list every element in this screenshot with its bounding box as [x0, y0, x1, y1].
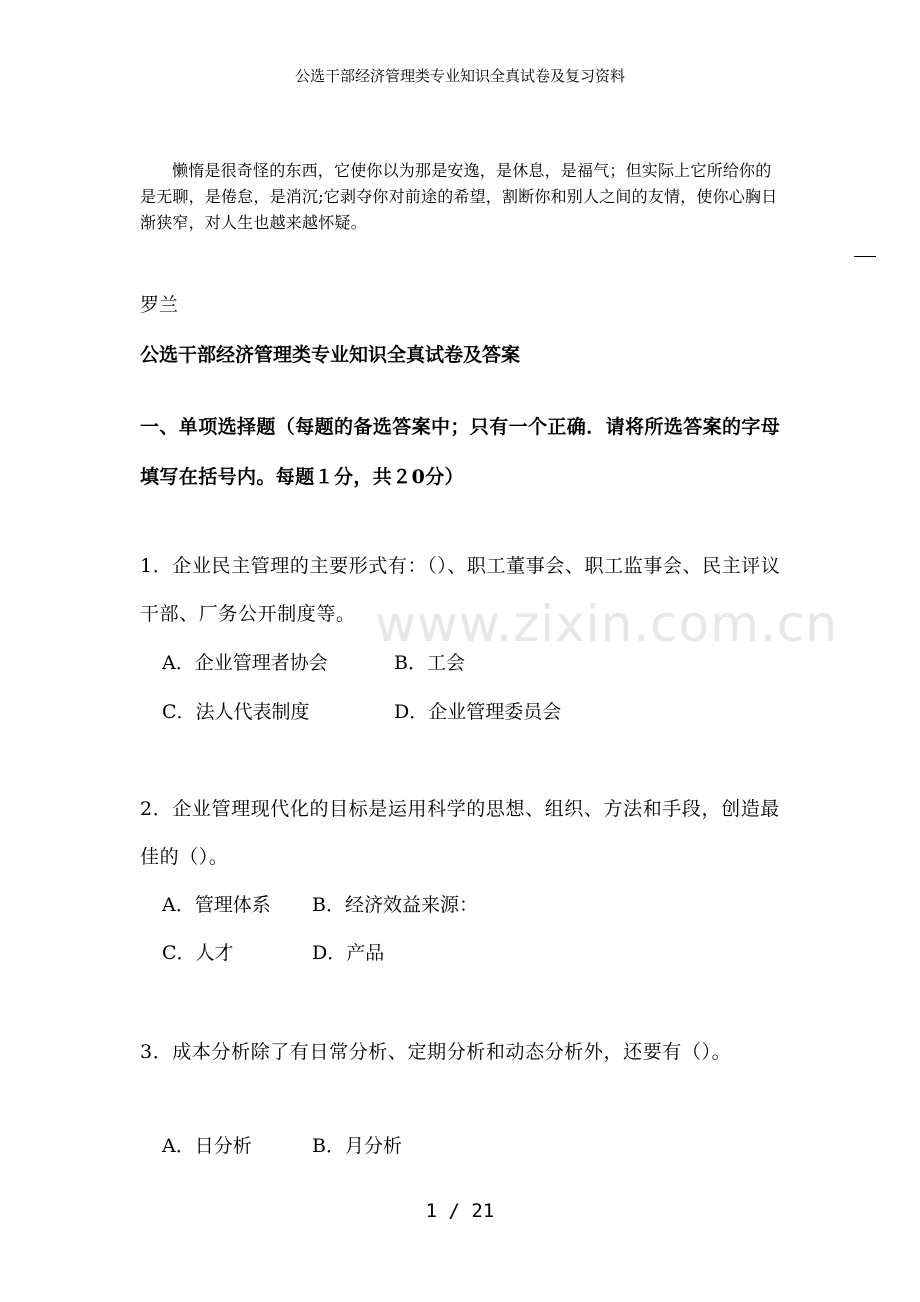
page-number: 1 / 21: [425, 1200, 495, 1222]
option-b: B．工会: [394, 652, 465, 674]
option-a: A．管理体系: [162, 894, 271, 916]
option-d: D．企业管理委员会: [394, 701, 562, 723]
question-1-options-row-2: [162, 697, 561, 727]
option-b: B．经济效益来源：: [312, 894, 478, 916]
watermark: www.zixin.com.cn: [375, 595, 839, 653]
motto-quote: [140, 158, 780, 236]
document-title: 公选干部经济管理类专业知识全真试卷及答案: [140, 344, 521, 366]
section-heading: 一、单项选择题（每题的备选答案中；只有一个正确．请将所选答案的字母填写在括号内。每题１分，共２0分）: [140, 416, 781, 488]
option-a: A．企业管理者协会: [162, 652, 328, 674]
question-3-options-row-1: [162, 1131, 402, 1161]
running-header: 公选干部经济管理类专业知识全真试卷及复习资料: [294, 67, 625, 85]
motto-text: 懒惰是很奇怪的东西，它使你以为那是安逸，是休息，是福气；但实际上它所给你的是无聊，是倦怠，是消沉;它剥夺你对前途的希望，割断你和别人之间的友情，使你心胸日渐狭窄，对人生也越来越怀疑。: [140, 161, 778, 232]
question-2: 2．企业管理现代化的目标是运用科学的思想、组织、方法和手段，创造最佳的（）。: [140, 798, 780, 868]
question-3: 3．成本分析除了有日常分析、定期分析和动态分析外，还要有（）。: [140, 1041, 732, 1063]
option-c: C．法人代表制度: [162, 701, 310, 723]
question-1-options-row-1: [162, 648, 465, 678]
question-1: 1．企业民主管理的主要形式有：（）、职工董事会、职工监事会、民主评议干部、厂务公开制度等。: [140, 555, 781, 625]
option-d: D．产品: [312, 942, 385, 964]
question-2-options-row-2: [162, 938, 384, 968]
option-a: A．日分析: [162, 1135, 252, 1157]
option-c: C．人才: [162, 942, 234, 964]
question-2-options-row-1: [162, 890, 478, 920]
option-b: B．月分析: [312, 1135, 402, 1157]
quote-author: 罗兰: [140, 294, 179, 316]
margin-mark: [854, 256, 876, 257]
